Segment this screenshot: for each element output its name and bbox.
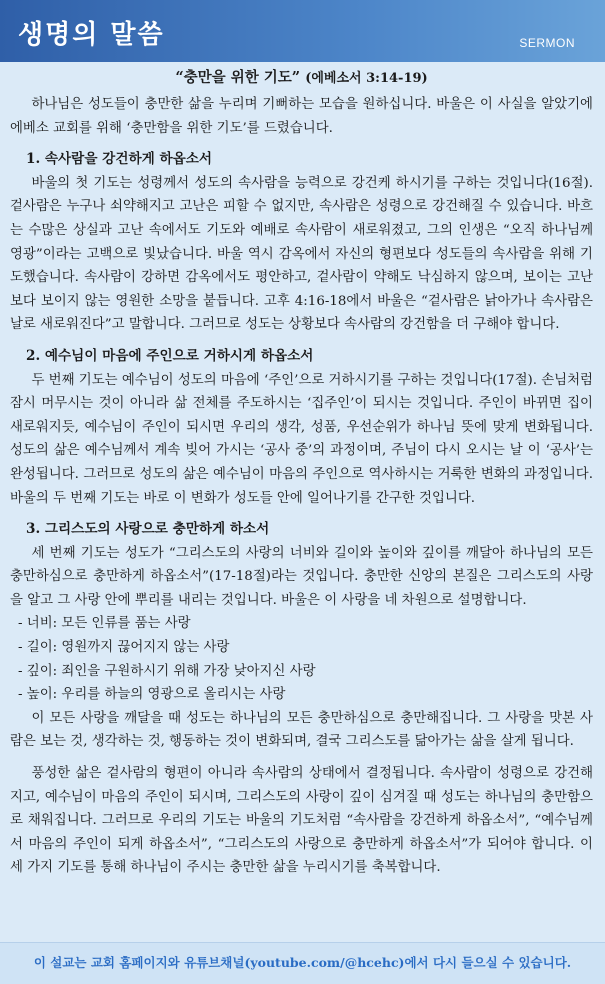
list-item: - 높이: 우리를 하늘의 영광으로 올리시는 사랑 (18, 687, 286, 703)
sermon-title (10, 66, 593, 91)
list-item: - 너비: 모든 인류를 품는 사랑 (18, 616, 191, 632)
section-heading-1: 1. 속사람을 강건하게 하옵소서 (26, 151, 212, 168)
sermon-title-text: “충만을 위한 기도” (175, 69, 301, 86)
footer-notice: 이 설교는 교회 홈페이지와 유튜브채널(youtube.com/@hcehc)에서 다시 들으실 수 있습니다. (33, 955, 572, 970)
footer-banner (0, 942, 605, 984)
section-tag: SERMON (519, 36, 575, 50)
section-closing-3: 이 모든 사랑을 깨달을 때 성도는 하나님의 모든 충만하심으로 충만해집니다. 그 사랑을 맛본 사람은 보는 것, 생각하는 것, 행동하는 것이 변화되며, 결국 그리스도를 닮아가는 삶을 살게 됩니다. (10, 710, 593, 750)
section-heading-2: 2. 예수님이 마음에 주인으로 거하시게 하옵소서 (26, 347, 314, 364)
section-body-2: 두 번째 기도는 예수님이 성도의 마음에 ‘주인’으로 거하시기를 구하는 것입니다(17절). 손님처럼 잠시 머무시는 것이 아니라 삶 전체를 주도하시는 ‘집주인’이 되시는 것입니다. 주인이 바뀌면 집이 새로워지듯, 예수님이 주인이 되시면 우리의 생각, 성품, 우선순위가 하나님 뜻에 맞게 변화됩니다. 성도의 삶은 예수님께서 계속 빚어 가시는 ‘공사 중’의 과정이며, 주님이 다시 오시는 날 이 ‘공사’는 완성됩니다. 그러므로 성도의 삶은 예수님이 마음의 주인으로 역사하시는 거룩한 변화의 과정입니다. 바울의 두 번째 기도는 바로 이 변화가 성도들 안에 일어나기를 간구한 것입니다. (10, 372, 593, 506)
page-title: 생명의 말씀 (18, 20, 165, 50)
spacer (10, 754, 593, 762)
header-banner (0, 0, 605, 62)
section-body-3: 세 번째 기도는 성도가 “그리스도의 사랑의 너비와 길이와 높이와 깊이를 깨달아 하나님의 모든 충만하심으로 충만하게 하옵소서”(17-18절)라는 것입니다. 충만한 신앙의 본질은 그리스도의 사랑을 알고 그 사랑 안에 뿌리를 내리는 것입니다. 바울은 이 사랑을 네 차원으로 설명합니다. (10, 545, 593, 608)
love-dimensions-list (10, 612, 593, 706)
scripture-reference: (에베소서 3:14-19) (305, 71, 428, 86)
intro-paragraph: 하나님은 성도들이 충만한 삶을 누리며 기뻐하는 모습을 원하십니다. 바울은 이 사실을 알았기에 에베소 교회를 위해 ‘충만함을 위한 기도’를 드렸습니다. (10, 97, 593, 136)
conclusion-paragraph: 풍성한 삶은 겉사람의 형편이 아니라 속사람의 상태에서 결정됩니다. 속사람이 성령으로 강건해지고, 예수님이 마음의 주인이 되시며, 그리스도의 사랑이 깊이 심겨질 때 성도는 하나님의 충만함으로 채워집니다. 그러므로 우리의 기도는 바울의 기도처럼 “속사람을 강건하게 하옵소서”, “예수님께서 마음의 주인이 되게 하옵소서”, “그리스도의 사랑으로 충만하게 하옵소서”가 되어야 합니다. 이 세 가지 기도를 통해 하나님이 주시는 충만한 삶을 누리시기를 축복합니다. (10, 766, 593, 876)
section-heading-3: 3. 그리스도의 사랑으로 충만하게 하소서 (26, 521, 270, 538)
section-body-1: 바울의 첫 기도는 성령께서 성도의 속사람을 능력으로 강건케 하시기를 구하는 것입니다(16절). 겉사람은 누구나 쇠약해지고 고난은 피할 수 없지만, 속사람은 성령으로 강건해질 수 있습니다. 바흐는 수많은 상실과 고난 속에서도 기도와 예배로 속사람이 새로워졌고, 그의 인생은 “오직 하나님께 영광”이라는 고백으로 빛났습니다. 바울 역시 감옥에서 자신의 형편보다 성도들의 속사람을 위해 기도했습니다. 속사람이 강하면 감옥에서도 평안하고, 겉사람이 약해도 낙심하지 않으며, 보이는 고난보다 보이지 않는 영원한 소망을 붙듭니다. 고후 4:16-18에서 바울은 “겉사람은 낡아가나 속사람은 날로 새로워진다”고 말합니다. 그러므로 성도는 상황보다 속사람의 강건함을 더 구해야 합니다. (10, 175, 593, 333)
list-item: - 깊이: 죄인을 구원하시기 위해 가장 낮아지신 사랑 (18, 663, 316, 679)
list-item: - 길이: 영원까지 끊어지지 않는 사랑 (18, 640, 230, 656)
sermon-body (10, 66, 593, 880)
